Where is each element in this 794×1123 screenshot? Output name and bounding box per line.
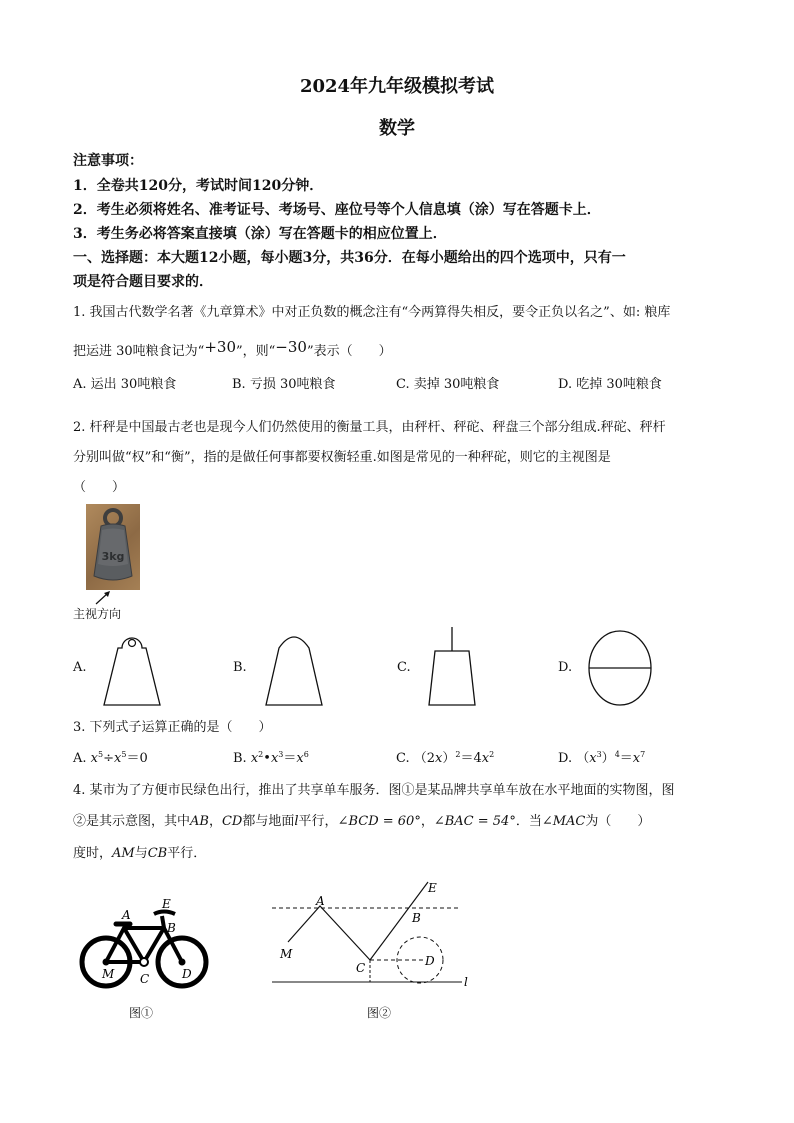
view-direction-label: 主视方向 [73, 607, 122, 621]
notes-heading: 注意事项： [73, 153, 143, 169]
fig1-label-e: E [162, 897, 171, 911]
question-2-answer-paren: （ ） [73, 480, 126, 495]
note-item: 1．全卷共120分，考试时间120分钟． [73, 178, 324, 194]
q2-option-d-figure [586, 628, 654, 708]
fig1-label-c: C [140, 972, 150, 986]
question-4-text-cont2: 度时，AM与CB平行． [73, 846, 207, 861]
fig1-label-m: M [102, 967, 115, 981]
plus-30: +30 [204, 338, 236, 356]
question-2-text-cont: 分别叫做“权”和“衡”，指的是做任何事都要权衡轻重.如图是常见的一种秤砣，则它的主视图是 [73, 450, 611, 465]
page-title: 2024年九年级模拟考试 [299, 76, 495, 97]
q2-option-b-figure [262, 628, 326, 708]
q3-option-d: D. $(x^3)^4=x^7$ [558, 750, 646, 766]
q1-option-c: C. 卖掉 30吨粮食 [396, 377, 500, 392]
weight-photo [86, 504, 140, 590]
question-4-text: 4. 某市为了方便市民绿色出行，推出了共享单车服务．图①是某品牌共享单车放在水平地面的实物图，图 [73, 783, 675, 798]
fig2-label-l: l [464, 975, 468, 989]
q1-option-d: D. 吃掉 30吨粮食 [558, 377, 662, 392]
section-heading: 一、选择题：本大题12小题，每小题3分，共36分．在每小题给出的四个选项中，只有一 [73, 250, 626, 266]
question-3-text: 3. 下列式子运算正确的是（ ） [73, 720, 272, 735]
question-1-text-cont: 把运进 30吨粮食记为“+30”，则“−30”表示（ ） [73, 338, 392, 359]
section-heading-cont: 项是符合题目要求的． [73, 274, 213, 290]
figure-2-caption: 图② [367, 1006, 392, 1020]
weight-label: 3kg [101, 550, 125, 563]
fig2-label-b: B [412, 911, 421, 925]
note-item: 3．考生务必将答案直接填（涂）写在答题卡的相应位置上． [73, 226, 447, 242]
q2-option-b-label: B. [233, 660, 247, 675]
q3-option-b: B. $x^2•x^3=x^6$ [233, 750, 309, 766]
fig2-label-c: C [356, 961, 366, 975]
q1-option-b: B. 亏损 30吨粮食 [232, 377, 336, 392]
weight-photo-drawing [86, 504, 140, 590]
subject-title: 数学 [379, 118, 415, 139]
q3-option-c: C. $(2x)^2=4x^2$ [396, 750, 495, 766]
fig1-label-d: D [182, 967, 192, 981]
q3-option-a: A. $x^5\div x^5=0$ [73, 750, 148, 766]
q1-option-a: A. 运出 30吨粮食 [73, 377, 177, 392]
fig2-label-e: E [428, 881, 437, 895]
fig2-label-m: M [280, 947, 293, 961]
q2-option-a-figure [100, 628, 164, 708]
figure-1-caption: 图① [129, 1006, 154, 1020]
question-2-text: 2. 杆秤是中国最古老也是现今人们仍然使用的衡量工具，由秤杆、秤砣、秤盘三个部分组成.秤砣、秤杆 [73, 420, 666, 435]
q2-option-c-label: C. [397, 660, 411, 675]
figure-1-bicycle [78, 894, 210, 990]
fig1-label-a: A [122, 908, 131, 922]
fig2-label-d: D [425, 954, 435, 968]
q2-option-a-label: A. [73, 660, 87, 675]
fig1-label-b: B [167, 921, 176, 935]
question-4-text-cont: ②是其示意图，其中AB，CD都与地面l平行，∠BCD = 60°，∠BAC = 54°．当∠MAC为（ ） [73, 814, 651, 829]
note-item: 2．考生必须将姓名、准考证号、考场号、座位号等个人信息填（涂）写在答题卡上． [73, 202, 601, 218]
question-1-text: 1. 我国古代数学名著《九章算术》中对正负数的概念注有“今两算得失相反，要令正负以名之”、如: 粮库 [73, 305, 671, 320]
minus-30: −30 [275, 338, 307, 356]
fig2-label-a: A [316, 894, 325, 908]
view-direction-arrow-icon [94, 591, 114, 605]
q2-option-d-label: D. [558, 660, 573, 675]
figure-2-schematic [270, 878, 475, 994]
q2-option-c-figure [425, 625, 479, 709]
